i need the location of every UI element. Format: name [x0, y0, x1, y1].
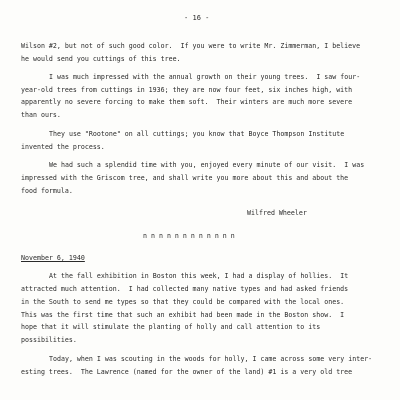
text-line: esting trees. The Lawrence (named for the owner of the land) #1 is a very old tree: [21, 368, 353, 376]
text-line: in the South to send me types so that they could be compared with the local ones.: [21, 298, 345, 306]
text-line: We had such a splendid time with you, enjoyed every minute of our visit. I was: [49, 161, 365, 169]
text-line: At the fall exhibition in Boston this week, I had a display of hollies. It: [49, 272, 349, 280]
signature: Wilfred Wheeler: [247, 209, 307, 217]
text-line: he would send you cuttings of this tree.: [21, 55, 181, 63]
text-line: than ours.: [21, 111, 61, 119]
text-line: This was the first time that such an exhibit had been made in the Boston show. I: [21, 311, 345, 319]
text-line: food formula.: [21, 187, 73, 195]
text-line: Wilson #2, but not of such good color. If you were to write Mr. Zimmerman, I believe: [21, 42, 361, 50]
date-heading: November 6, 1940: [21, 254, 85, 262]
text-line: impressed with the Griscom tree, and shall write you more about this and about the: [21, 174, 349, 182]
section-separator: n n n n n n n n n n n n: [143, 232, 235, 240]
text-line: possibilities.: [21, 336, 77, 344]
text-line: year-old trees from cuttings in 1936; they are now four feet, six inches high, with: [21, 86, 353, 94]
page-number: - 16 -: [184, 14, 210, 22]
text-line: invented the process.: [21, 143, 105, 151]
text-line: attracted much attention. I had collected many native types and had asked friends: [21, 285, 349, 293]
text-line: apparently no severe forcing to make them soft. Their winters are much more severe: [21, 98, 353, 106]
text-line: I was much impressed with the annual growth on their young trees. I saw four-: [49, 73, 361, 81]
text-line: Today, when I was scouting in the woods for holly, I came across some very inter-: [49, 355, 373, 363]
text-line: hope that it will stimulate the planting of holly and call attention to its: [21, 323, 321, 331]
text-line: They use "Rootone" on all cuttings; you know that Boyce Thompson Institute: [49, 130, 345, 138]
